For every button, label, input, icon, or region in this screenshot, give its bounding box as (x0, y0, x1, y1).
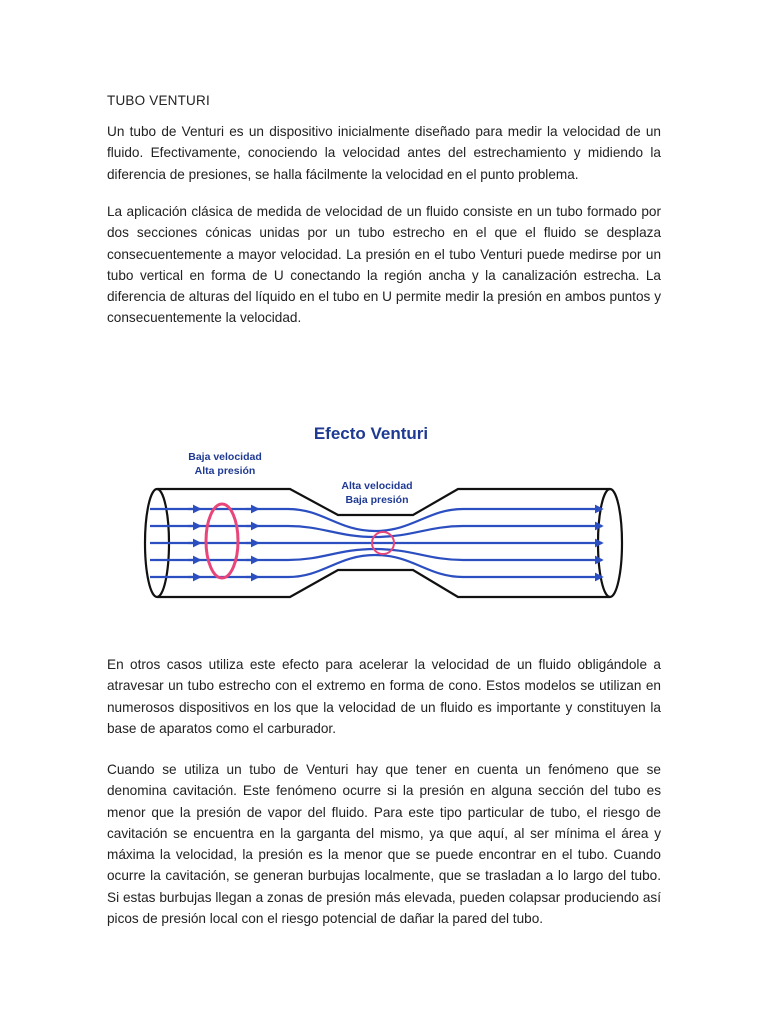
paragraph-classic-application: La aplicación clásica de medida de velocidad de un fluido consiste en un tubo formado por dos secciones cónicas unidas por un tubo estrecho en el que el fluido se desplaza consecuentemente a mayor velocidad. La presión en el tubo Venturi puede medirse por un tubo vertical en forma de U conectando la región ancha y la canalización estrecha. La diferencia de alturas del líquido en el tubo en U permite medir la presión en ambos puntos y consecuentemente la velocidad. (107, 204, 661, 326)
paragraph-cavitation: Cuando se utiliza un tubo de Venturi hay que tener en cuenta un fenómeno que se denomina cavitación. Este fenómeno ocurre si la presión en alguna sección del tubo es menor que la presión de vapor del fluido. Para este tipo particular de tubo, el riesgo de cavitación se encuentra en la garganta del mismo, ya que aquí, al ser mínima el área y máxima la velocidad, la presión es la menor que se puede encontrar en el tubo. Cuando ocurre la cavitación, se generan burbujas localmente, que se trasladan a lo largo del tubo. Si estas burbujas llegan a zonas de presión más elevada, pueden colapsar produciendo así picos de presión local con el riesgo potencial de dañar la pared del tubo. (107, 762, 661, 927)
figure-title: Efecto Venturi (313, 424, 429, 443)
document-title: TUBO VENTURI (107, 93, 210, 108)
paragraph-intro: Un tubo de Venturi es un dispositivo inicialmente diseñado para medir la velocidad de un fluido. Efectivamente, conociendo la velocidad antes del estrechamiento y midiendo la diferencia de presiones, se halla fácilmente la velocidad en el punto problema. (107, 124, 661, 182)
left-label-line2: Alta presión (194, 465, 256, 477)
venturi-effect-figure (128, 382, 660, 608)
low-velocity-marker (206, 504, 238, 578)
left-label-line1: Baja velocidad (188, 451, 262, 463)
flow-streamlines (150, 509, 602, 577)
center-label-line2: Baja presión (345, 494, 409, 506)
paragraph-other-uses: En otros casos utiliza este efecto para acelerar la velocidad de un fluido obligándole a atravesar un tubo estrecho con el extremo en forma de cono. Estos modelos se utilizan en numerosos dispositivos en los que la velocidad de un fluido es importante y constituyen la base de aparatos como el carburador. (107, 657, 661, 736)
center-label-line1: Alta velocidad (341, 480, 413, 492)
venturi-tube-diagram (128, 382, 660, 608)
